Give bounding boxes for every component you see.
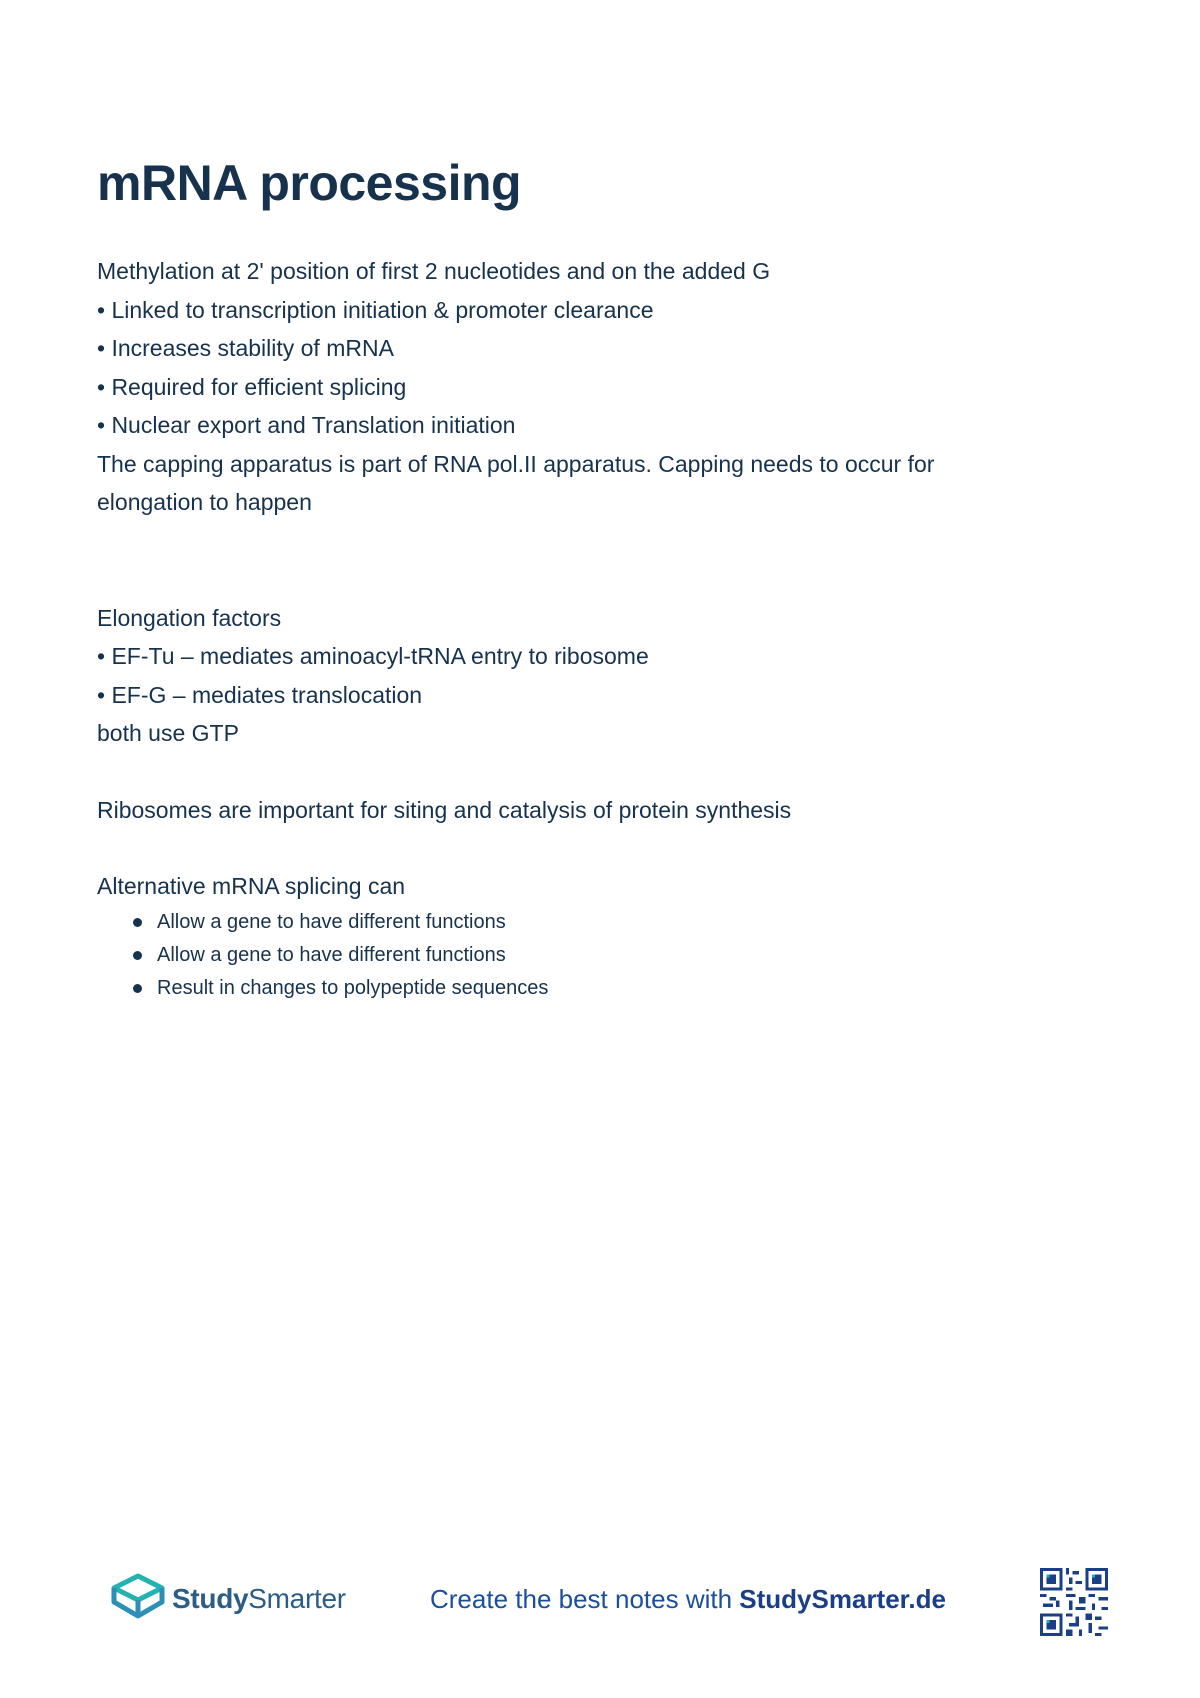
bullet-line: • EF-G – mediates translocation (97, 681, 423, 708)
spacer (97, 829, 1097, 867)
bullet-line: • EF-Tu – mediates aminoacyl-tRNA entry to ribosome (97, 643, 649, 669)
spacer (97, 522, 1097, 599)
studysmarter-logo-icon (108, 1572, 168, 1624)
list-item: Allow a gene to have different functions (97, 906, 1097, 939)
footer-tagline: Create the best notes with StudySmarter.de (430, 1584, 946, 1614)
text-line: Ribosomes are important for siting and catalysis of protein synthesis (97, 796, 792, 823)
spacer (97, 753, 1097, 791)
section-heading-splicing: Alternative mRNA splicing can (97, 873, 406, 899)
bullet-line: • Increases stability of mRNA (97, 335, 394, 361)
page-title: mRNA processing (97, 155, 522, 211)
text-line: both use GTP (97, 720, 239, 746)
document-body (97, 252, 1097, 1005)
bullet-line: • Nuclear export and Translation initiation (97, 412, 516, 438)
section-heading-elongation: Elongation factors (97, 604, 282, 631)
text-line: Methylation at 2' position of first 2 nucleotides and on the added G (97, 258, 771, 284)
bullet-line: • Required for efficient splicing (97, 373, 407, 400)
bullet-icon (133, 984, 142, 993)
splicing-list (97, 906, 1097, 1005)
brand-name: StudySmarter (172, 1583, 346, 1614)
qr-code-icon[interactable] (1040, 1568, 1108, 1636)
text-line: The capping apparatus is part of RNA pol.II apparatus. Capping needs to occur for (97, 450, 935, 477)
bullet-line: • Linked to transcription initiation & promoter clearance (97, 296, 654, 323)
footer-site-link[interactable]: StudySmarter.de (739, 1584, 946, 1614)
text-line: elongation to happen (97, 489, 312, 515)
list-item: Allow a gene to have different functions (97, 939, 1097, 972)
bullet-icon (133, 951, 142, 960)
list-item: Result in changes to polypeptide sequences (97, 972, 1097, 1005)
bullet-icon (133, 918, 142, 927)
